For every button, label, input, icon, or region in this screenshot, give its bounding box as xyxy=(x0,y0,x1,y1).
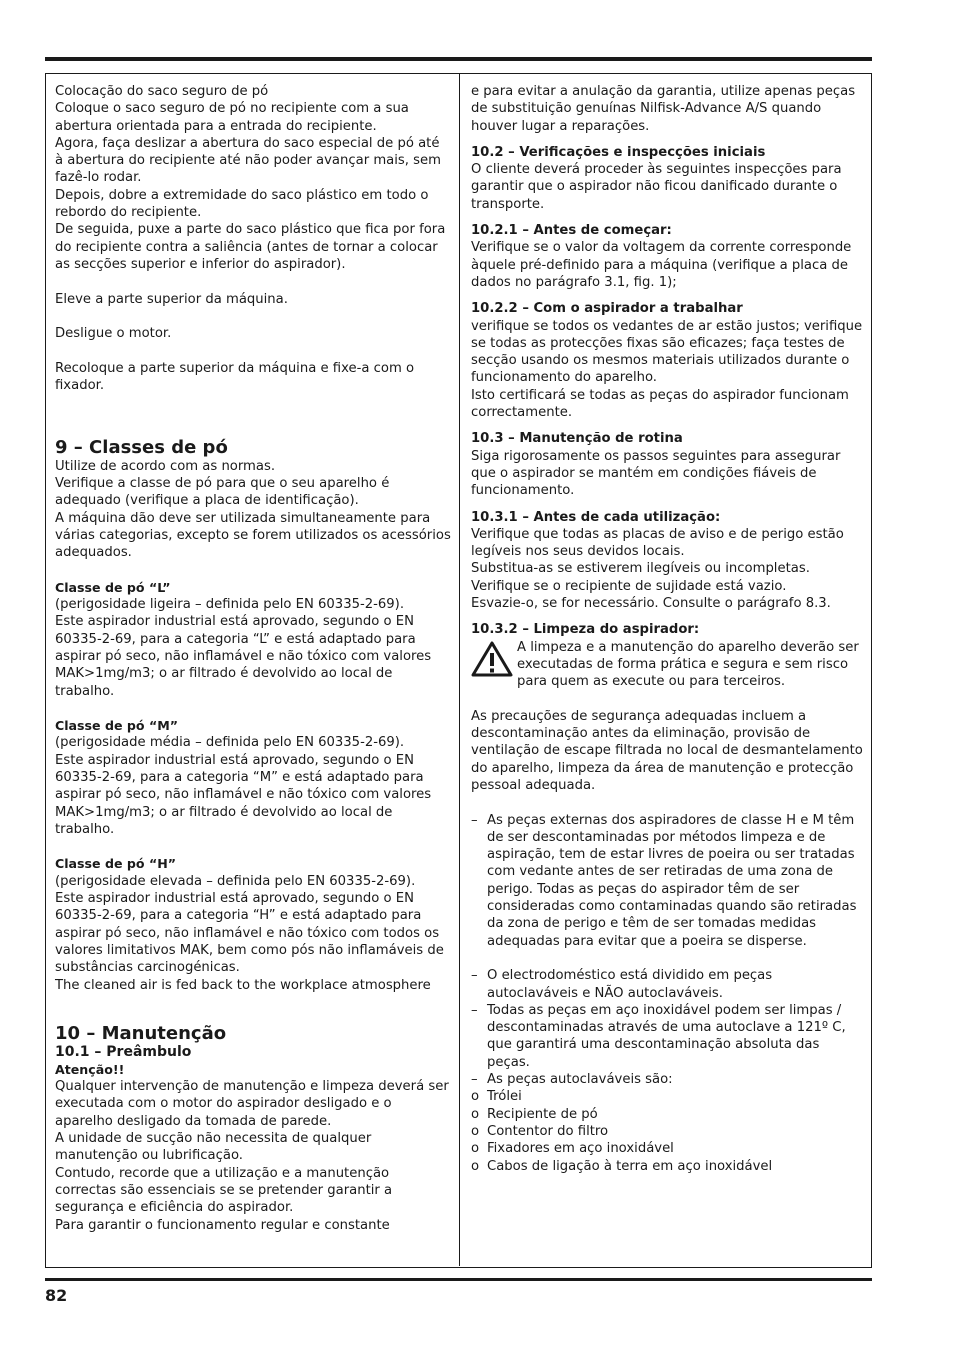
section-10-1-heading: 10.1 – Preâmbulo xyxy=(55,1043,192,1060)
step-switch-off: Desligue o motor. xyxy=(55,326,172,342)
step-refit-top: Recoloque a parte superior da máquina e fixe-a com o fixador. xyxy=(55,360,415,394)
warning-triangle-icon xyxy=(471,639,517,682)
section-10-2-heading: 10.2 – Verificações e inspecções iniciais xyxy=(471,144,766,160)
class-l-body: (perigosidade ligeira – definida pelo EN 60335-2-69). Este aspirador industrial está aprovado, segundo o EN 60335-2-69, para a categoria “L” e está adaptado para aspirar pó seco, não inflamável e não tóxico com valores MAK>1mg/m3; o ar filtrado é devolvido ao local de trabalho. xyxy=(55,597,432,699)
left-column xyxy=(55,83,451,1234)
stainless-steel-note: Todas as peças em aço inoxidável podem ser limpas / descontaminadas através de uma autoclave a 121º C, que garantirá uma descontaminação absoluta das peças. xyxy=(487,1002,846,1070)
list-item xyxy=(471,1106,863,1123)
section-10-2-1-body: Verifique se o valor da voltagem da corrente corresponde àquele pré-definido para a máquina (verifique a placa de dados no parágrafo 3.1, fig. 1); xyxy=(471,240,852,290)
section-10-2-body: O cliente deverá proceder às seguintes inspecções para garantir que o aspirador não ficou danificado durante o transporte. xyxy=(471,162,842,212)
warning-text: A limpeza e a manutenção do aparelho deverão ser executadas de forma prática e segura e sem risco para quem as execute ou para terceiros. xyxy=(517,639,859,690)
bullet-marker: o xyxy=(471,1158,480,1174)
section-10-3-heading: 10.3 – Manutenção de rotina xyxy=(471,431,683,447)
section-10-1-body: Qualquer intervenção de manutenção e limpeza deverá ser executada com o motor do aspirador desligado e o aparelho desligado da tomada de parede. A unidade de sucção não necessita de qualquer manutenção ou lubrificação. Contudo, recorde que a utilização e a manutenção correctas são essenciais se se pretender garantir a segurança e eficiência do aspirador. Para garantir o funcionamento regular e constante xyxy=(55,1079,449,1233)
part-trolley: Trólei xyxy=(487,1089,522,1105)
section-10-3-body: Siga rigorosamente os passos seguintes para assegurar que o aspirador se mantém em condições fiáveis de funcionamento. xyxy=(471,448,841,499)
class-l-heading: Classe de pó “L” xyxy=(55,579,171,595)
list-item xyxy=(471,1071,863,1088)
warranty-continuation: e para evitar a anulação da garantia, utilize apenas peças de substituição genuínas Nilfisk-Advance A/S quando houver lugar a reparações. xyxy=(471,84,856,134)
warning-block xyxy=(471,639,863,691)
part-dust-container: Recipiente de pó xyxy=(487,1106,598,1122)
class-m-body: (perigosidade média – definida pelo EN 60335-2-69). Este aspirador industrial está aprovado, segundo o EN 60335-2-69, para a categoria “M” e está adaptado para aspirar pó seco, não inflamável e não tóxico com valores MAK>1mg/m3; o ar filtrado é devolvido ao local de trabalho. xyxy=(55,735,432,837)
section-10-heading: 10 – Manutenção xyxy=(55,1022,227,1044)
list-item xyxy=(471,1088,863,1105)
autoclave-division-note: O electrodoméstico está dividido em peças autoclaváveis e NÃO autoclaváveis. xyxy=(487,968,773,1001)
part-filter-container: Contentor do filtro xyxy=(487,1123,609,1139)
dash-marker: – xyxy=(471,1072,478,1088)
section-10-3-1-body: Verifique que todas as placas de aviso e de perigo estão legíveis nos seus devidos locais. Substitua-as se estiverem ilegíveis ou incompletas. Verifique se o recipiente de sujidade está vazio. Esvazie-o, se for necessário. Consulte o parágrafo 8.3. xyxy=(471,526,844,612)
list-item xyxy=(471,967,863,1002)
part-steel-fasteners: Fixadores em aço inoxidável xyxy=(487,1141,674,1157)
section-10-2-2-heading: 10.2.2 – Com o aspirador a trabalhar xyxy=(471,301,743,317)
section-10-3-2-heading: 10.3.2 – Limpeza do aspirador: xyxy=(471,622,700,638)
external-parts-note: As peças externas dos aspiradores de classe H e M têm de ser descontaminadas por métodos limpeza e de aspiração, tem de estar livres de poeira ou ser tratadas com vedante antes de ser retiradas de uma zona de perigo. Todas as peças do aspirador têm de ser consideradas como contaminadas quando são retiradas da zona de perigo e têm de ser tomadas medidas adequadas para evitar que a poeira se disperse. xyxy=(487,812,857,949)
bullet-marker: o xyxy=(471,1123,480,1139)
dust-bag-instructions: Colocação do saco seguro de pó Coloque o saco seguro de pó no recipiente com a sua abertura orientada para a entrada do recipiente. Agora, faça deslizar a abertura do saco especial de pó até à abertura do recipiente até não poder avançar mais, sem fazê-lo rodar. Depois, dobre a extremidade do saco plástico em todo o rebordo do recipiente. De seguida, puxe a parte do saco plástico que fica por fora do recipiente contra a saliência (antes de tornar a colocar as secções superior e inferior do aspirador). xyxy=(55,84,446,272)
list-item xyxy=(471,1140,863,1157)
safety-precautions: As precauções de segurança adequadas incluem a descontaminação antes da eliminação, provisão de ventilação de escape filtrada no local de desmantelamento do aparelho, limpeza da área de manutenção e protecção pessoal adequada. xyxy=(471,708,863,793)
section-9-body: Utilize de acordo com as normas. Verifique a classe de pó para que o seu aparelho é adequado (verifique a placa de identificação). A máquina dão deve ser utilizada simultaneamente para várias categorias, excepto se forem utilizados os acessórios adequados. xyxy=(55,458,451,561)
dash-marker: – xyxy=(471,1002,478,1018)
page-number: 82 xyxy=(45,1286,68,1305)
bottom-rule xyxy=(45,1278,872,1281)
list-item xyxy=(471,812,863,950)
dash-marker: – xyxy=(471,968,478,984)
top-rule xyxy=(45,57,872,61)
column-divider xyxy=(459,74,460,1266)
list-item xyxy=(471,1002,863,1071)
class-h-heading: Classe de pó “H” xyxy=(55,856,177,872)
section-10-2-1-heading: 10.2.1 – Antes de começar: xyxy=(471,223,672,239)
list-item xyxy=(471,1123,863,1140)
bullet-marker: o xyxy=(471,1106,480,1122)
list-item xyxy=(471,1158,863,1175)
part-ground-cables: Cabos de ligação à terra em aço inoxidável xyxy=(487,1158,773,1174)
autoclavable-parts-intro: As peças autoclaváveis são: xyxy=(487,1072,673,1088)
attention-label: Atenção!! xyxy=(55,1061,125,1077)
right-column xyxy=(471,83,863,1175)
bullet-marker: o xyxy=(471,1141,480,1157)
bullet-marker: o xyxy=(471,1089,480,1105)
section-10-3-1-heading: 10.3.1 – Antes de cada utilização: xyxy=(471,509,721,525)
section-9-heading: 9 – Classes de pó xyxy=(55,436,228,458)
class-h-body: (perigosidade elevada – definida pelo EN 60335-2-69). Este aspirador industrial está aprovado, segundo o EN 60335-2-69, para a categoria “H” e está adaptado para aspirar pó seco, não inflamável e não tóxico com todos os valores limitativos MAK, bem como pós não inflamáveis de substâncias carcinogénicas. The cleaned air is fed back to the workplace atmosphere xyxy=(55,873,444,993)
section-10-2-2-body: verifique se todos os vedantes de ar estão justos; verifique se todas as protecções fixas são eficazes; faça testes de secção usando os mesmos materiais utilizados durante o funcionamento do aparelho. Isto certificará se todas as peças do aspirador funcionam correctamente. xyxy=(471,318,863,421)
dash-marker: – xyxy=(471,812,478,828)
autoclavable-parts-list xyxy=(471,1088,863,1174)
step-raise-top: Eleve a parte superior da máquina. xyxy=(55,291,288,307)
class-m-heading: Classe de pó “M” xyxy=(55,718,179,734)
